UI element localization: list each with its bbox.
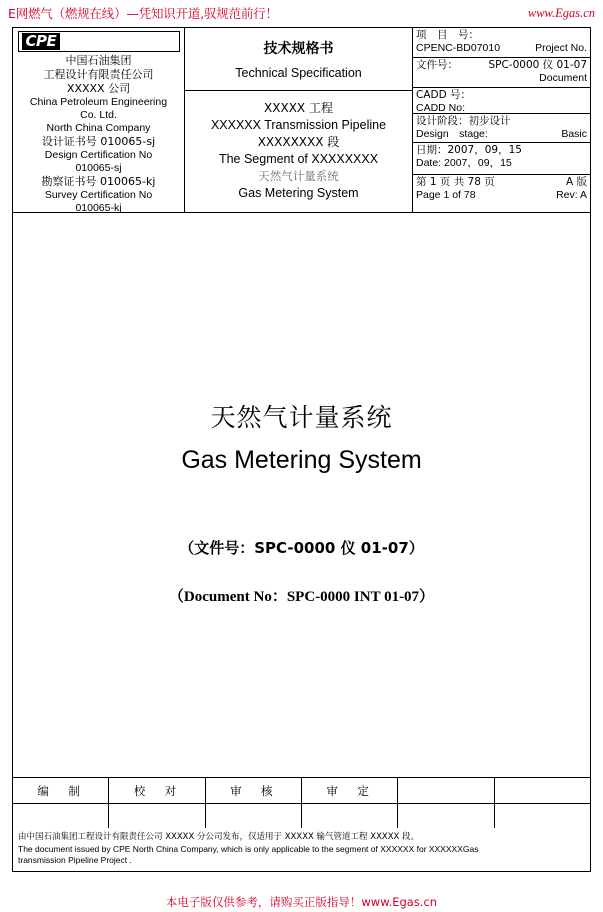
cpe-logo-text: CPE	[22, 33, 61, 50]
page-number-en: Page 1 of 78	[416, 189, 476, 202]
footnote-en-line2: transmission Pipeline Project .	[18, 855, 132, 865]
cadd-no-row	[413, 88, 590, 114]
signature-value-blank-1[interactable]	[398, 804, 494, 828]
footnote-cn: 由中国石油集团工程设计有限责任公司 XXXXX 分公司发布，仅适用于 XXXXX 输气管道工程 XXXXX 段。	[18, 832, 420, 842]
project-line-3: The Segment of XXXXXXXX	[218, 152, 379, 166]
signature-block	[13, 777, 590, 829]
project-line-5: Gas Metering System	[238, 186, 359, 200]
project-no-value: CPENC-BD07010	[416, 42, 501, 54]
project-no-label-cn: 项 目 号：	[416, 29, 479, 41]
company-line-11: 010065-kj	[75, 202, 122, 214]
stage-label-cn-text: 设计阶段：	[416, 114, 469, 127]
company-line-7: Design Certification No	[44, 149, 153, 161]
stage-value-en: Basic	[561, 127, 587, 140]
top-watermark-banner	[0, 0, 603, 26]
company-line-10: Survey Certification No	[44, 189, 153, 201]
date-value-cn: 2007，09，15	[447, 144, 522, 157]
signature-value-row	[13, 804, 590, 828]
spec-title-en: Technical Specification	[235, 66, 362, 80]
signature-value-checked[interactable]	[109, 804, 205, 828]
date-label-en	[416, 157, 587, 169]
cpe-logo	[18, 31, 180, 52]
project-name-group	[185, 91, 412, 202]
signature-header-row	[13, 778, 590, 804]
title-block	[13, 28, 590, 213]
spec-title-cn: 技术规格书	[263, 41, 334, 57]
date-label-en-text: Date:	[416, 157, 442, 170]
document-metadata-cell	[413, 28, 590, 212]
company-line-3: China Petroleum Engineering	[29, 96, 168, 108]
signature-header-blank-1	[398, 778, 494, 803]
cadd-label-en: CADD No:	[416, 101, 466, 114]
signature-value-prepared[interactable]	[13, 804, 109, 828]
document-body	[13, 213, 590, 831]
cadd-label-cn: CADD 号：	[416, 88, 472, 101]
signature-header-reviewed: 审 核	[206, 778, 302, 803]
company-line-4: Co. Ltd.	[80, 109, 117, 121]
date-row	[413, 143, 590, 175]
document-title-en: Gas Metering System	[181, 446, 422, 474]
revision-cn: A 版	[565, 176, 587, 189]
signature-header-checked: 校 对	[109, 778, 205, 803]
specification-title-cell	[185, 28, 413, 212]
doc-no-label-en: Document	[539, 71, 587, 84]
project-no-label-en: Project No.	[535, 42, 587, 54]
watermark-site-url: www.Egas.cn	[527, 5, 595, 20]
date-label-cn	[416, 144, 587, 157]
project-line-2: XXXXXXXX 段	[257, 135, 340, 149]
stage-label-en: Design stage:	[416, 127, 488, 140]
signature-header-approved: 审 定	[302, 778, 398, 803]
company-line-1: 工程设计有限责任公司	[43, 68, 154, 81]
signature-value-blank-2[interactable]	[495, 804, 590, 828]
page-number-cn: 第 1 页 共 78 页	[416, 176, 495, 189]
signature-value-reviewed[interactable]	[206, 804, 302, 828]
company-line-6: 设计证书号 010065-sj	[41, 135, 156, 148]
stage-label-cn	[416, 115, 587, 128]
company-line-2: XXXXX 公司	[66, 82, 131, 95]
company-line-0: 中国石油集团	[65, 54, 132, 67]
doc-no-label-cn: 文件号：	[416, 58, 458, 71]
doc-no-value: SPC-0000 仪 01-07	[488, 58, 587, 71]
watermark-left-text: E网燃气（燃规在线）—凭知识开道,驭规范前行！	[8, 6, 278, 21]
design-stage-row	[413, 114, 590, 144]
signature-value-approved[interactable]	[302, 804, 398, 828]
document-no-row	[413, 58, 590, 88]
signature-header-prepared: 编 制	[13, 778, 109, 803]
project-line-0: XXXXX 工程	[264, 101, 333, 115]
company-info-cell	[13, 28, 185, 212]
date-label-cn-text: 日期：	[416, 144, 448, 157]
document-title-cn: 天然气计量系统	[210, 403, 393, 432]
spec-title-group	[185, 28, 412, 91]
signature-header-blank-2	[495, 778, 590, 803]
company-line-8: 010065-sj	[75, 162, 122, 174]
footnote-en-line1: The document issued by CPE North China Company, which is only applicable to the segment of XXXXXX for XXXXXXGas	[18, 844, 479, 854]
bottom-watermark-banner: 本电子版仅供参考，请购买正版指导！www.Egas.cn	[165, 895, 438, 909]
document-number-cn: （文件号：SPC-0000 仪 01-07）	[179, 539, 424, 557]
revision-en: Rev: A	[556, 189, 587, 202]
date-value-en: 2007，09，15	[444, 157, 512, 170]
company-line-9: 勘察证书号 010065-kj	[41, 175, 156, 188]
footnote-block	[13, 829, 590, 871]
document-page-frame	[12, 27, 591, 872]
document-number-en: （Document No：SPC-0000 INT 01-07）	[168, 589, 435, 605]
stage-value-cn: 初步设计	[468, 114, 511, 127]
project-line-4: 天然气计量系统	[258, 169, 339, 183]
company-line-5: North China Company	[46, 122, 151, 134]
project-line-1: XXXXXX Transmission Pipeline	[210, 118, 387, 132]
project-no-row	[413, 28, 590, 58]
page-rev-row	[413, 175, 590, 212]
